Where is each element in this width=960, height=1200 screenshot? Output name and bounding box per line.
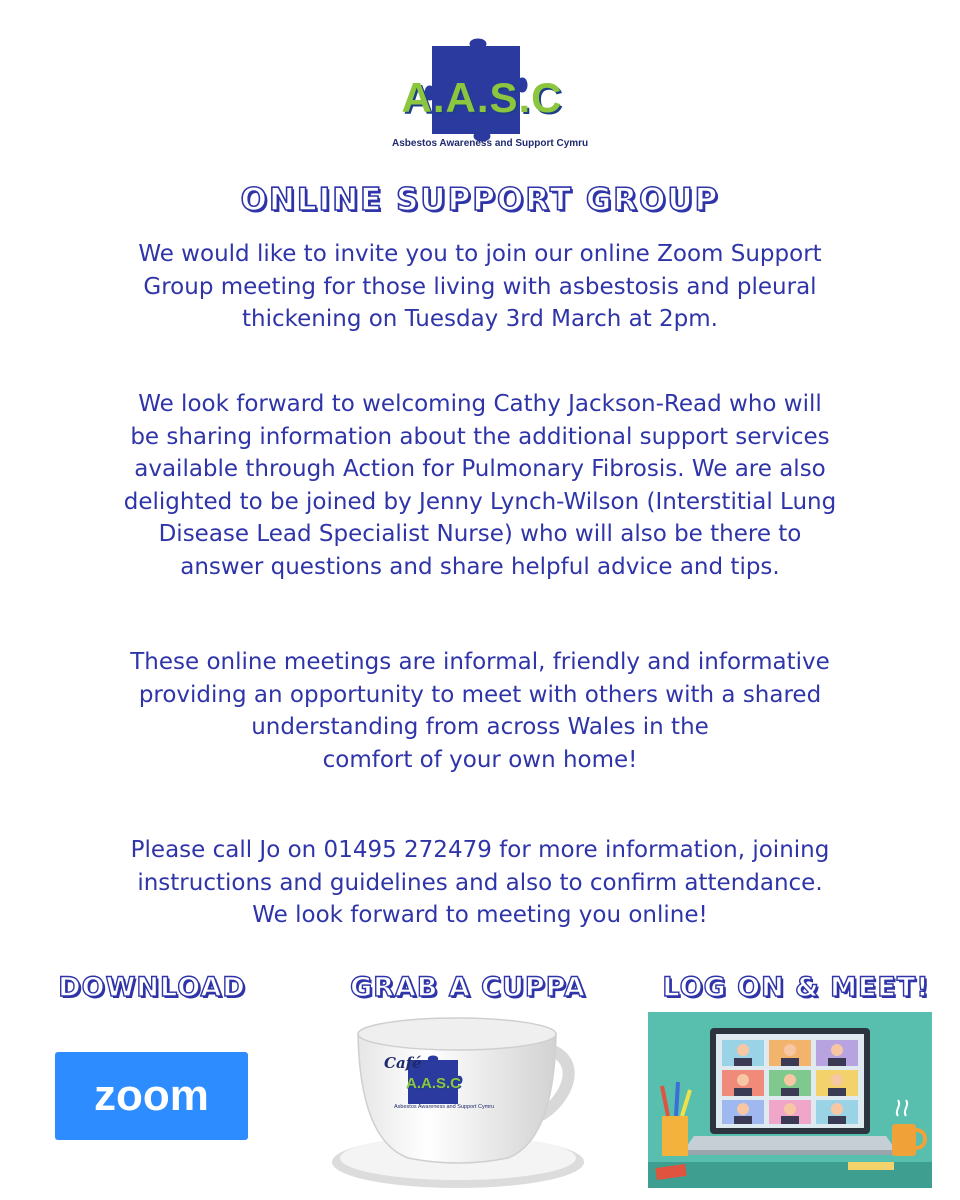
about-paragraph: These online meetings are informal, friendly and informative providing an opportunity to meet with others with a shared understanding from across Wales in the comfort of your own home! (130, 649, 830, 773)
invite-paragraph: We would like to invite you to join our online Zoom Support Group meeting for those living with asbestosis and pleural thickening on Tuesday 3rd March at 2pm. (138, 241, 822, 332)
logo-name: A.A.S.C (401, 74, 563, 121)
step-label-cuppa: GRAB A CUPPA (350, 972, 586, 1003)
cup-cafe-text: Café (384, 1054, 422, 1072)
laptop-video-call-icon (648, 1012, 932, 1188)
zoom-wordmark: zoom (94, 1071, 209, 1120)
cup-icon (318, 1012, 618, 1192)
cafe-cup-image (318, 1012, 618, 1192)
page-title: ONLINE SUPPORT GROUP (240, 182, 720, 218)
step-label-download: DOWNLOAD (58, 972, 246, 1003)
speakers-paragraph: We look forward to welcoming Cathy Jackson-Read who will be sharing information about the additional support services available through Action for Pulmonary Fibrosis. We are also delighted to be joined by Jenny Lynch-Wilson (Interstitial Lung Disease Lead Specialist Nurse) who will also be there to answer questions and share helpful advice and tips. (123, 391, 837, 580)
logo-tagline: Asbestos Awareness and Support Cymru (392, 138, 589, 149)
aasc-logo (392, 38, 589, 156)
cup-brand-text: A.A.S.C (406, 1075, 462, 1092)
zoom-logo (55, 1052, 248, 1140)
step-label-logon: LOG ON & MEET! (662, 972, 930, 1003)
video-call-illustration (648, 1012, 932, 1188)
cup-tagline-text: Asbestos Awareness and Support Cymru (394, 1104, 495, 1110)
contact-paragraph: Please call Jo on 01495 272479 for more information, joining instructions and guidelines and also to confirm attendance. We look forward to meeting you online! (130, 837, 830, 928)
